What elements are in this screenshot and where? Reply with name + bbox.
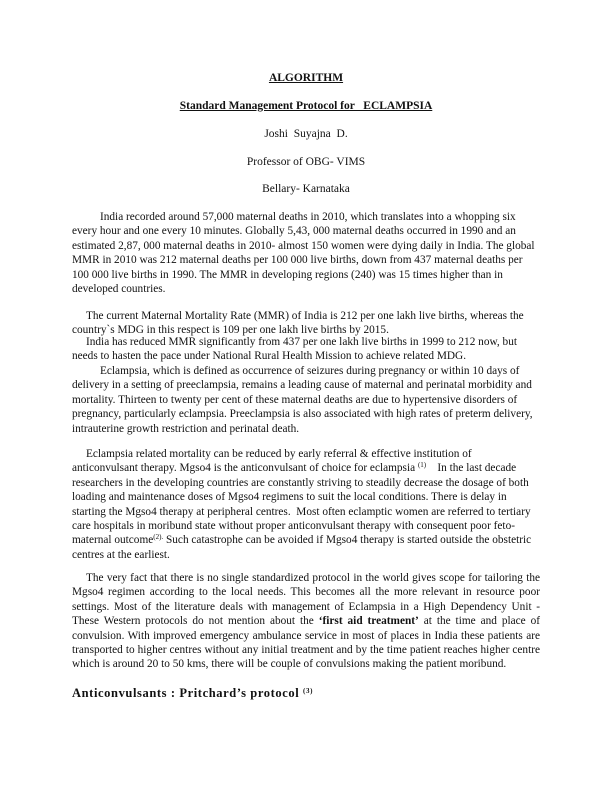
section-heading-text: Anticonvulsants : Pritchard’s protocol: [72, 686, 304, 700]
reference-marker: (3): [303, 687, 314, 695]
paragraph-standard-protocol: [72, 571, 540, 672]
paragraph-text: The very fact that there is no single standardized protocol in the world gives scope for tailoring the Mgso4 regimen according to the local needs. This becomes all the more relevant in resource poor settings. Most of the literature deals with management of Eclampsia in a High Dependency Unit - These Western protocols do not mention about the: [72, 572, 540, 628]
reference-marker: (1): [417, 461, 427, 470]
paragraph-maternal-deaths: [72, 210, 540, 296]
author-position: Professor of OBG- VIMS: [246, 156, 366, 168]
paragraph-text: In the last decade researchers in the developing countries are constantly striving to steadily decrease the dosage of both loading and maintenance doses of Mgso4 regimens to suit the local conditions. There is delay in starting the Mgso4 therapy at peripheral centres. Most often eclamptic women are referred to tertiary care hospitals in moribund state without proper anticonvulsant therapy with consequent poor feto-maternal outcome: [72, 462, 534, 547]
reference-marker: (2).: [153, 533, 164, 542]
emphasis-text: ‘first aid treatment’: [318, 615, 419, 628]
document-title: ALGORITHM: [268, 72, 344, 84]
paragraph-text: at the time and place of convulsion. With improved emergency ambulance service in most of places in India these patients are transported to higher centres without any initial treatment and by the time patient reaches higher centre which is around 20 to 50 kms, there will be couple of convulsions making the patient moribund.: [72, 615, 541, 671]
paragraph-mmr-current: [72, 309, 540, 338]
paragraph-text: Eclampsia related mortality can be reduced by early referral & effective institution of anticonvulsant therapy. Mgso4 is the anticonvulsant of choice for eclampsia: [72, 448, 472, 475]
paragraph-text: India has reduced MMR significantly from 437 per one lakh live births in 1999 to 212 now, but needs to hasten the pace under National Rural Health Mission to achieve related MDG.: [72, 336, 517, 363]
paragraph-text: The current Maternal Mortality Rate (MMR) of India is 212 per one lakh live births, whereas the country`s MDG in this respect is 109 per one lakh live births by 2015.: [72, 310, 524, 337]
paragraph-mortality-reduction: [72, 447, 540, 562]
paragraph-mmr-reduced: [72, 335, 540, 364]
paragraph-eclampsia-definition: [72, 364, 540, 436]
document-subtitle: Standard Management Protocol for ECLAMPSIA: [179, 100, 433, 112]
section-heading: [72, 686, 313, 701]
author-location: Bellary- Karnataka: [262, 183, 350, 195]
paragraph-text: Such catastrophe can be avoided if Mgso4 therapy is started outside the obstetric centres at the earliest.: [72, 534, 532, 561]
paragraph-text: India recorded around 57,000 maternal deaths in 2010, which translates into a whopping six every hour and one every 10 minutes. Globally 5,43, 000 maternal deaths occurred in 1990 and an estimated 2,87, 000 maternal deaths in 2010- almost 150 women were dying daily in India. The global MMR in 2010 was 212 maternal deaths per 100 000 live births, down from 437 maternal deaths per 100 000 live births in 1990. The MMR in developing regions (240) was 15 times higher than in developed countries.: [72, 211, 535, 296]
paragraph-text: Eclampsia, which is defined as occurrence of seizures during pregnancy or within 10 days of delivery in a setting of preeclampsia, remains a leading cause of maternal and perinatal morbidity and mortality. Thirteen to twenty per cent of these maternal deaths are due to hypertensive disorders of pregnancy, particularly eclampsia. Preeclampsia is also associated with high rates of preterm delivery, intrauterine growth restriction and perinatal death.: [72, 365, 533, 435]
author-name: Joshi Suyajna D.: [264, 128, 348, 140]
